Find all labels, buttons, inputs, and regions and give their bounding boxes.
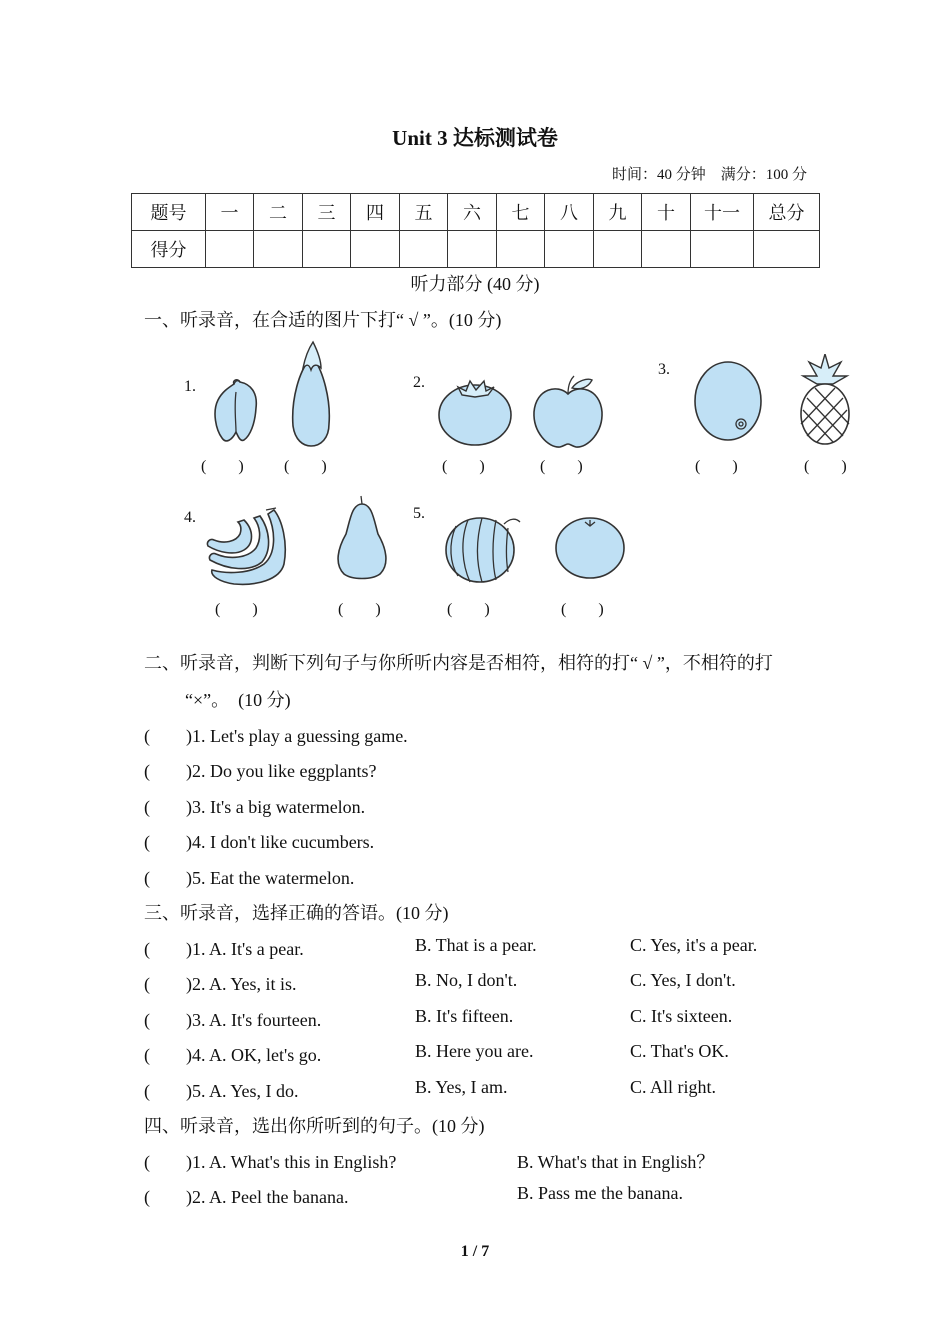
judge-item[interactable]: ( )4. I don't like cucumbers. bbox=[144, 832, 375, 852]
section3-title: 三、听录音，选择正确的答语。(10 分) bbox=[144, 903, 449, 923]
section1-title: 一、听录音，在合适的图片下打“ √ ”。(10 分) bbox=[144, 310, 502, 330]
pineapple-icon bbox=[797, 354, 853, 446]
option-c[interactable]: C. That's OK. bbox=[630, 1041, 729, 1061]
score-table-header-row bbox=[132, 194, 820, 231]
section2-title: 二、听录音，判断下列句子与你所听内容是否相符，相符的打“ √ ”，不相符的打 bbox=[144, 653, 773, 673]
option-b[interactable]: B. It's fifteen. bbox=[415, 1006, 514, 1026]
answer-blank[interactable]: ( ) bbox=[561, 601, 604, 618]
exam-meta: 时间：40 分钟 满分：100 分 bbox=[611, 167, 807, 183]
banana-icon bbox=[204, 506, 292, 588]
judge-item[interactable]: ( )3. It's a big watermelon. bbox=[144, 797, 366, 817]
listening-header: 听力部分 (40 分) bbox=[410, 274, 540, 294]
option-b[interactable]: B. That is a pear. bbox=[415, 935, 537, 955]
table-cell: 得分 bbox=[132, 231, 206, 268]
tomato-icon bbox=[436, 375, 514, 449]
table-cell: 六 bbox=[448, 194, 497, 231]
score-input-cell[interactable] bbox=[497, 231, 545, 268]
table-cell: 题号 bbox=[132, 194, 206, 231]
table-cell: 五 bbox=[400, 194, 448, 231]
score-table-score-row bbox=[132, 231, 820, 268]
question-number: 5. bbox=[413, 505, 425, 522]
score-input-cell[interactable] bbox=[594, 231, 642, 268]
answer-blank[interactable]: ( ) bbox=[540, 458, 583, 475]
judge-item[interactable]: ( )5. Eat the watermelon. bbox=[144, 868, 355, 888]
table-cell: 一 bbox=[206, 194, 254, 231]
score-input-cell[interactable] bbox=[351, 231, 400, 268]
score-input-cell[interactable] bbox=[254, 231, 303, 268]
score-input-cell[interactable] bbox=[206, 231, 254, 268]
option-c[interactable]: C. Yes, I don't. bbox=[630, 970, 736, 990]
table-cell: 十 bbox=[642, 194, 691, 231]
option-b[interactable]: B. Yes, I am. bbox=[415, 1077, 508, 1097]
option-a[interactable]: ( )1. A. It's a pear. bbox=[144, 939, 304, 959]
option-a[interactable]: ( )2. A. Peel the banana. bbox=[144, 1187, 349, 1207]
question-number: 1. bbox=[184, 378, 196, 395]
option-b[interactable]: B. Pass me the banana. bbox=[517, 1183, 683, 1203]
answer-blank[interactable]: ( ) bbox=[215, 601, 258, 618]
question-number: 4. bbox=[184, 509, 196, 526]
option-c[interactable]: C. It's sixteen. bbox=[630, 1006, 733, 1026]
table-cell: 九 bbox=[594, 194, 642, 231]
score-input-cell[interactable] bbox=[303, 231, 351, 268]
option-b[interactable]: B. What's that in English？ bbox=[517, 1152, 715, 1172]
table-cell: 八 bbox=[545, 194, 594, 231]
option-c[interactable]: C. All right. bbox=[630, 1077, 717, 1097]
page-number: 1 / 7 bbox=[460, 1243, 490, 1260]
page-title: Unit 3 达标测试卷 bbox=[392, 126, 558, 150]
table-cell: 三 bbox=[303, 194, 351, 231]
score-input-cell[interactable] bbox=[642, 231, 691, 268]
score-input-cell[interactable] bbox=[754, 231, 820, 268]
answer-blank[interactable]: ( ) bbox=[201, 458, 244, 475]
answer-blank[interactable]: ( ) bbox=[284, 458, 327, 475]
option-c[interactable]: C. Yes, it's a pear. bbox=[630, 935, 758, 955]
score-table bbox=[131, 193, 820, 268]
watermelon-icon bbox=[442, 514, 524, 584]
question-number: 2. bbox=[413, 374, 425, 391]
pepper-icon bbox=[210, 378, 262, 446]
score-input-cell[interactable] bbox=[448, 231, 497, 268]
question-number: 3. bbox=[658, 361, 670, 378]
section4-title: 四、听录音，选出你所听到的句子。(10 分) bbox=[144, 1116, 485, 1136]
eggplant-icon bbox=[289, 340, 333, 448]
table-cell: 总分 bbox=[754, 194, 820, 231]
judge-item[interactable]: ( )2. Do you like eggplants? bbox=[144, 761, 377, 781]
apple-icon bbox=[530, 374, 606, 450]
answer-blank[interactable]: ( ) bbox=[447, 601, 490, 618]
option-a[interactable]: ( )3. A. It's fourteen. bbox=[144, 1010, 322, 1030]
answer-blank[interactable]: ( ) bbox=[338, 601, 381, 618]
score-input-cell[interactable] bbox=[691, 231, 754, 268]
table-cell: 七 bbox=[497, 194, 545, 231]
orange-icon bbox=[553, 514, 627, 580]
answer-blank[interactable]: ( ) bbox=[804, 458, 847, 475]
option-b[interactable]: B. No, I don't. bbox=[415, 970, 518, 990]
table-cell: 二 bbox=[254, 194, 303, 231]
table-cell: 十一 bbox=[691, 194, 754, 231]
option-a[interactable]: ( )1. A. What's this in English? bbox=[144, 1152, 397, 1172]
judge-item[interactable]: ( )1. Let's play a guessing game. bbox=[144, 726, 408, 746]
option-a[interactable]: ( )4. A. OK, let's go. bbox=[144, 1045, 322, 1065]
option-a[interactable]: ( )5. A. Yes, I do. bbox=[144, 1081, 299, 1101]
option-a[interactable]: ( )2. A. Yes, it is. bbox=[144, 974, 297, 994]
score-input-cell[interactable] bbox=[545, 231, 594, 268]
pear-icon bbox=[332, 494, 392, 580]
option-b[interactable]: B. Here you are. bbox=[415, 1041, 534, 1061]
score-input-cell[interactable] bbox=[400, 231, 448, 268]
kiwi-icon bbox=[693, 360, 763, 442]
table-cell: 四 bbox=[351, 194, 400, 231]
answer-blank[interactable]: ( ) bbox=[695, 458, 738, 475]
section2-title-cont: “×”。 (10 分) bbox=[185, 690, 291, 710]
answer-blank[interactable]: ( ) bbox=[442, 458, 485, 475]
